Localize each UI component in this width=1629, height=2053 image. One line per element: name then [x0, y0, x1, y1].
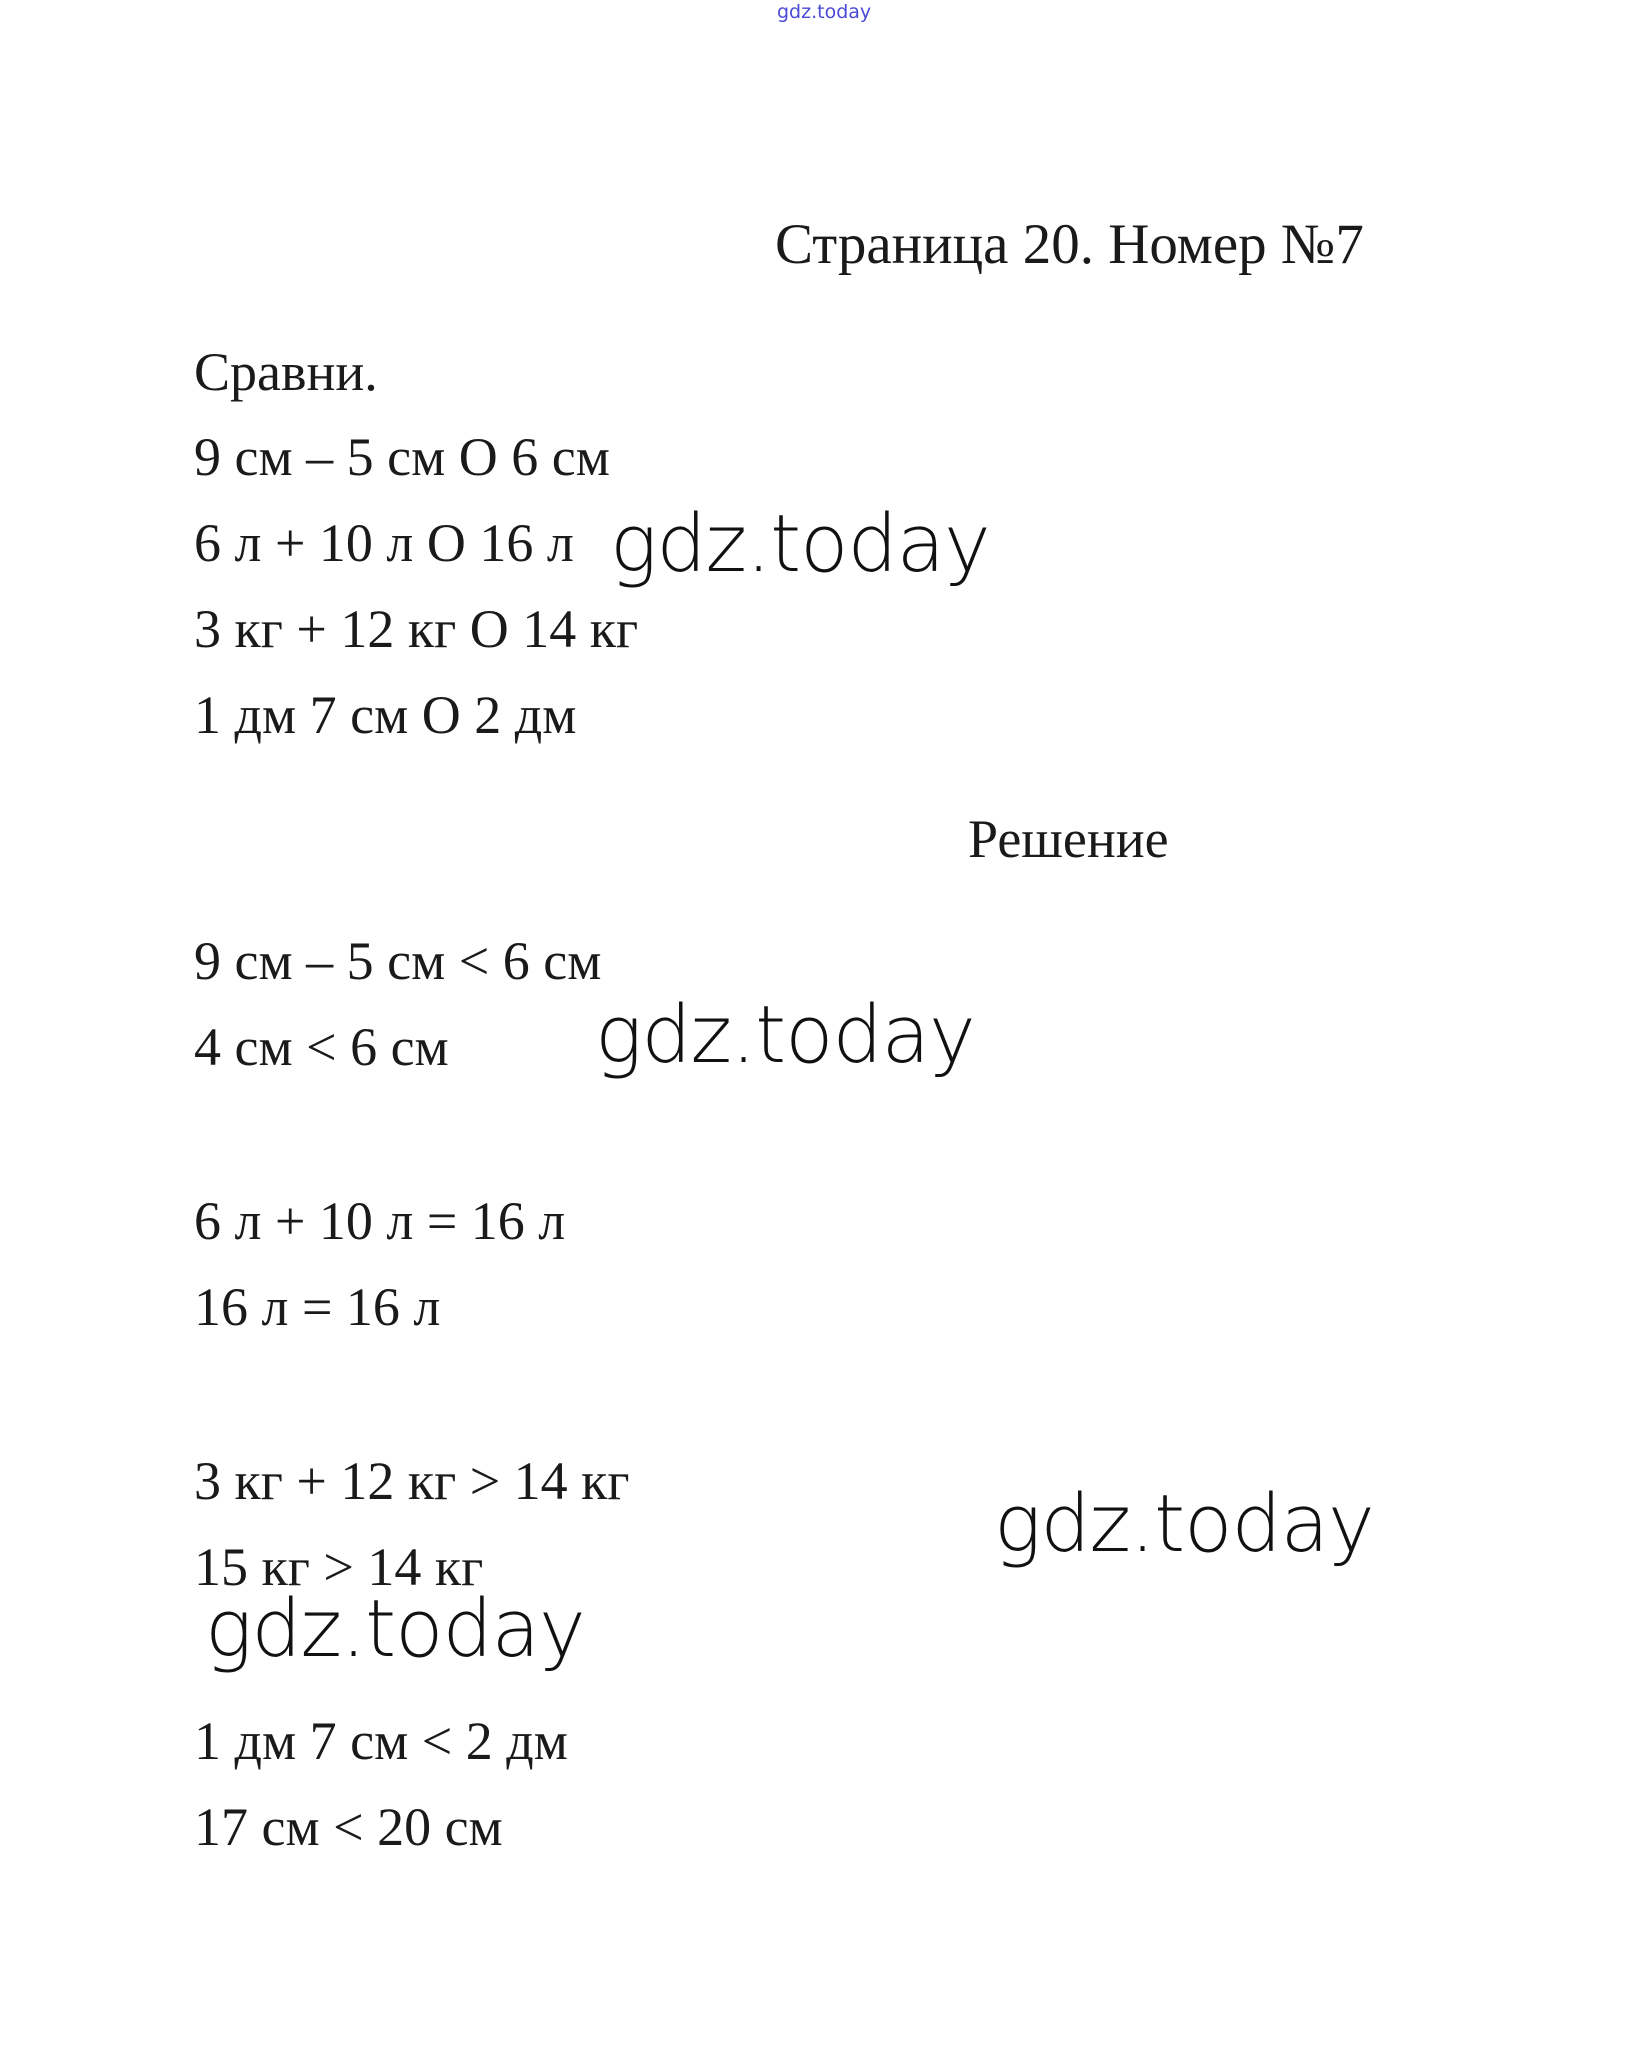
solution-title: Решение [968, 809, 1169, 869]
task-item: 1 дм 7 см О 2 дм [194, 685, 577, 745]
solution-line: 6 л + 10 л = 16 л [194, 1191, 566, 1251]
task-item: 9 см – 5 см О 6 см [194, 427, 610, 487]
solution-line: 3 кг + 12 кг > 14 кг [194, 1451, 630, 1511]
watermark: gdz.today [205, 1583, 585, 1675]
task-item: 3 кг + 12 кг О 14 кг [194, 599, 639, 659]
site-mark: gdz.today [777, 1, 872, 23]
solution-line: 1 дм 7 см < 2 дм [194, 1711, 568, 1771]
task-prompt: Сравни. [194, 342, 378, 402]
solution-line: 16 л = 16 л [194, 1277, 441, 1337]
page-heading: Страница 20. Номер №7 [775, 213, 1364, 276]
solution-line: 9 см – 5 см < 6 см [194, 931, 602, 991]
watermark: gdz.today [994, 1478, 1374, 1570]
solution-line: 17 см < 20 см [194, 1797, 503, 1857]
watermark: gdz.today [595, 989, 975, 1081]
task-item: 6 л + 10 л О 16 л [194, 513, 574, 573]
solution-line: 4 см < 6 см [194, 1017, 449, 1077]
watermark: gdz.today [610, 498, 990, 590]
solution-line: 15 кг > 14 кг [194, 1537, 484, 1597]
